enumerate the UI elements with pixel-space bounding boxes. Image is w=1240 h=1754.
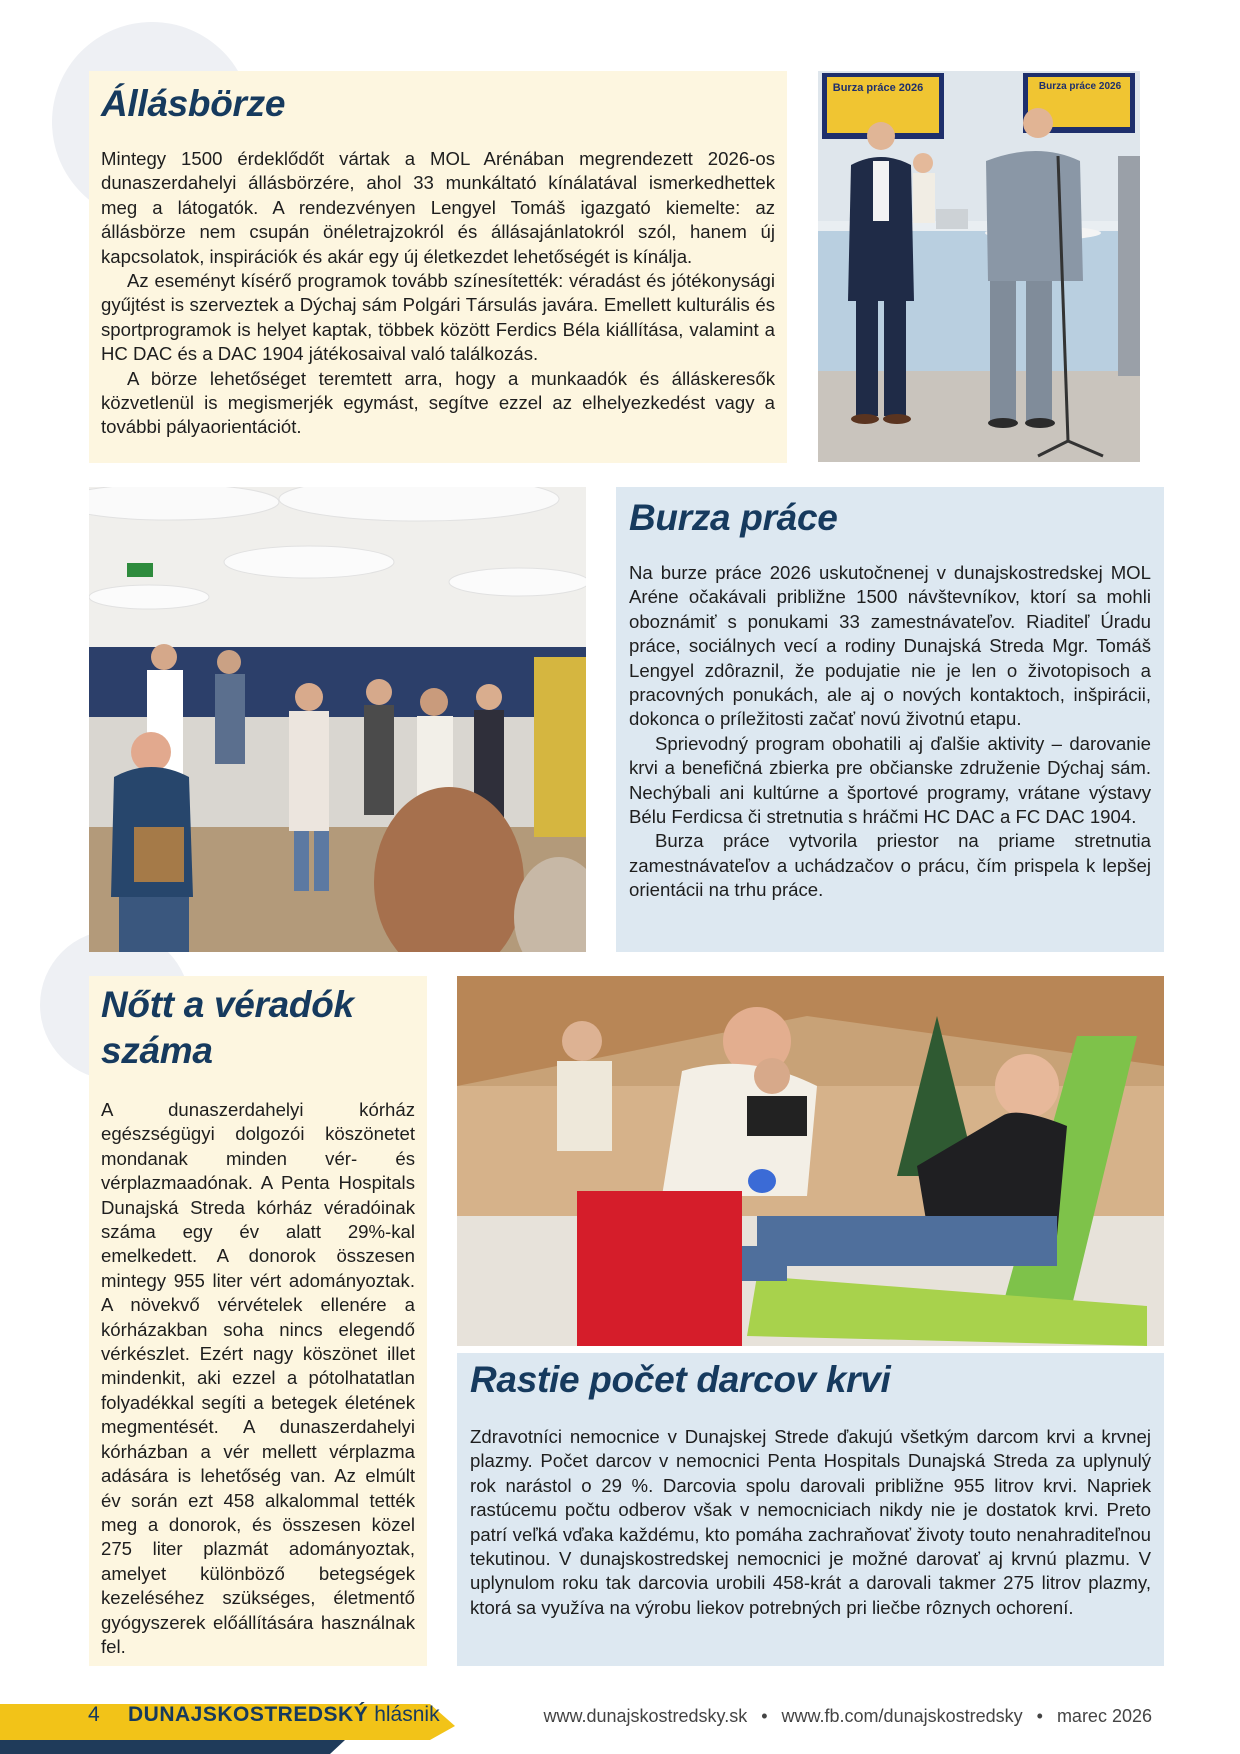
screen-right-text: Burza práce 2026	[1038, 81, 1122, 92]
logo-text: DUNAJSKOSTREDSKÝ	[128, 1703, 369, 1726]
article-title: Rastie počet darcov krvi	[470, 1359, 891, 1400]
article-allasborze	[89, 71, 787, 463]
article-paragraph: Burza práce vytvorila priestor na priame stretnutia zamestnávateľov a uchádzačov o prácu, čím prispela k lepšej orientácii na trhu práce.	[629, 830, 1151, 901]
link-website[interactable]: www.dunajskostredsky.sk	[543, 1706, 748, 1726]
article-paragraph: A börze lehetőséget teremtett arra, hogy a munkaadók és álláskeresők közvetlenül is megismerjék egymást, segítve ezzel az elhelyezkedést vagy a további pályaorientációt.	[101, 367, 775, 438]
separator: •	[761, 1706, 768, 1726]
photo-job-fair-crowd	[89, 487, 586, 952]
article-paragraph: A dunaszerdahelyi kórház egészségügyi dolgozói köszönetet mondanak minden vér- és vérplazmaadónak. A Penta Hospitals Dunajská Streda kórház véradóinak száma egy év alatt 29%-kal emelkedett. A donorok összesen mintegy 955 liter vért adományoztak. A növekvő vérvételek ellenére a kórházakban soha nincs elegendő vérkészlet. Ezért nagy köszönet illet mindenkit, aki ezzel a pótolhatatlan folyadékkal segíti a betegek életének megmentését. A dunaszerdahelyi kórházban a vér mellett vérplazma adására is lehetőség van. Az elmúlt év során ezt 458 alkalommal tették meg a donorok, és összesen közel 275 liter plazmát adományoztak, amelyet különböző betegségek kezeléséhez szükséges, életmentő gyógyszerek előállítására használnak fel.	[101, 1099, 415, 1657]
photo-blood-donation	[457, 976, 1164, 1346]
footer-links	[543, 1706, 1152, 1727]
separator: •	[1036, 1706, 1043, 1726]
article-paragraph: Sprievodný program obohatili aj ďalšie aktivity – darovanie krvi a benefičná zbierka pre občianske združenie Dýchaj sám. Nechýbali ani kultúrne a športové programy, vrátane výstavy Bélu Ferdicsa či stretnutia s hráčmi HC DAC a FC DAC 1904.	[629, 732, 1151, 828]
article-title: Állásbörze	[101, 83, 286, 124]
logo-subtext: hlásnik	[374, 1703, 440, 1726]
article-title-line2: száma	[101, 1030, 213, 1071]
article-burza-prace	[616, 487, 1164, 952]
article-paragraph: Zdravotníci nemocnice v Dunajskej Strede ďakujú všetkým darcom krvi a krvnej plazmy. Počet darcov v nemocnici Penta Hospitals Dunajská Streda za uplynulý rok narástol o 29 %. Darcovia spolu darovali približne 955 litrov krvi. Napriek rastúcemu počtu odberov však v nemocniciach nikdy nie je dostatok krvi. Preto patrí veľká vďaka každému, kto pomáha zachraňovať životy touto nenahraditeľnou tekutinou. V dunajskostredskej nemocnici je možné darovať aj krvnú plazmu. V uplynulom roku tak darcovia urobili 458-krát a darovali takmer 275 litrov plazmy, ktorá sa využíva na výrobu liekov potrebných pri liečbe rôznych ochorení.	[470, 1426, 1151, 1618]
screen-left-text: Burza práce 2026	[832, 82, 924, 94]
article-title: Burza práce	[629, 497, 838, 538]
page-number: 4	[88, 1703, 100, 1726]
article-title-line1: Nőtt a véradók	[101, 984, 354, 1025]
photo-speakers-podium	[818, 71, 1140, 462]
article-paragraph: Mintegy 1500 érdeklődőt vártak a MOL Arénában megrendezett 2026-os dunaszerdahelyi állásbörzére, ahol 33 munkáltató kínálatával ismerkedhettek meg a látogatók. A rendezvényen Lengyel Tomáš igazgató kiemelte: az állásbörze nem csupán önéletrajzokról és állásajánlatokról szól, hanem új kapcsolatok, inspirációk és akár egy új életkezdet lehetőségét is kínálja.	[101, 148, 775, 267]
article-rastie-pocet	[457, 1353, 1164, 1666]
article-veradok	[89, 976, 427, 1666]
publication-logo	[128, 1703, 440, 1727]
link-facebook[interactable]: www.fb.com/dunajskostredsky	[781, 1706, 1023, 1726]
article-paragraph: Na burze práce 2026 uskutočnenej v dunajskostredskej MOL Aréne očakávali približne 1500 návštevníkov, ktorí sa mohli oboznámiť s ponukami 33 zamestnávateľov. Riaditeľ Úradu práce, sociálnych vecí a rodiny Dunajská Streda Mgr. Tomáš Lengyel zdôraznil, že podujatie nie je len o životopisoch a pracovných ponukách, ale aj o nových kontaktoch, inšpirácii, dokonca o príležitosti začať novú životnú etapu.	[629, 562, 1151, 730]
issue-date: marec 2026	[1056, 1706, 1152, 1726]
article-paragraph: Az eseményt kísérő programok tovább színesítették: véradást és jótékonysági gyűjtést is szerveztek a Dýchaj sám Polgári Társulás javára. Emellett kulturális és sportprogramok is helyet kaptak, többek között Ferdics Béla kiállítása, valamint a HC DAC és a DAC 1904 játékosaival való találkozás.	[101, 270, 775, 365]
